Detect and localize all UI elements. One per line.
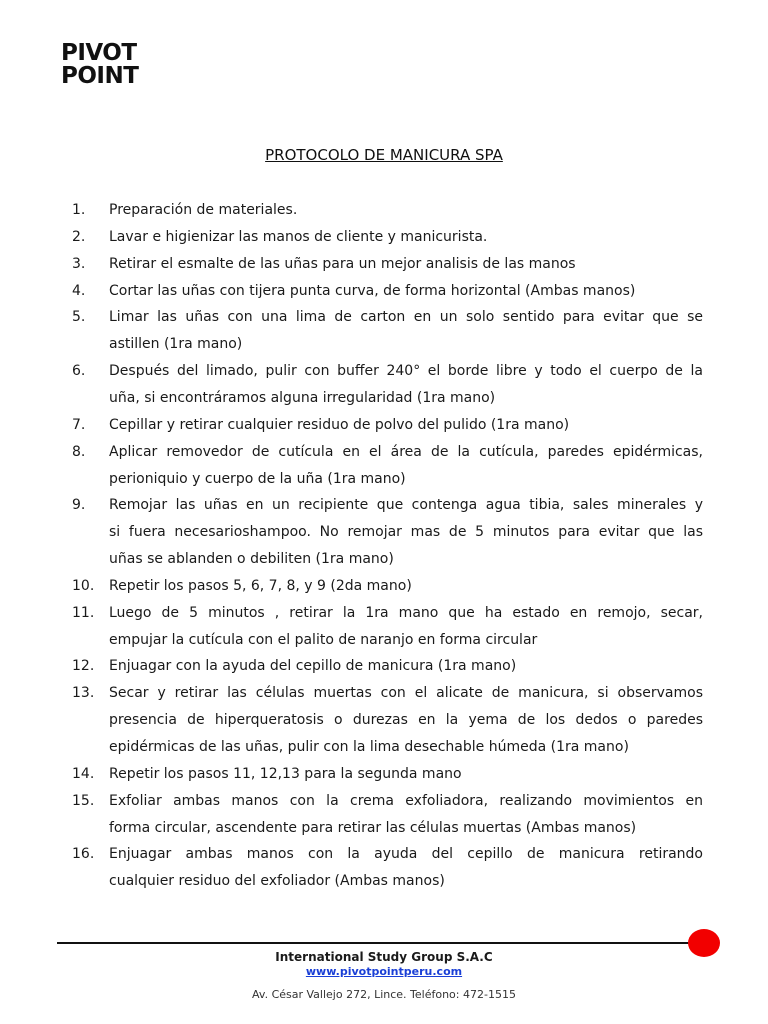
list-item-number: 15. [72, 792, 95, 809]
list-item-number: 2. [72, 228, 86, 245]
list-item-line [0, 494, 768, 516]
list-item-number: 3. [72, 255, 86, 272]
list-item-text: Luego de 5 minutos , retirar la 1ra mano que ha estado en remojo, secar, [109, 604, 703, 621]
list-item-text: Aplicar removedor de cutícula en el área de la cutícula, paredes epidérmicas, [109, 443, 703, 460]
list-item-line [0, 253, 768, 275]
list-item-text: Exfoliar ambas manos con la crema exfoliadora, realizando movimientos en [109, 792, 703, 809]
footer-website-link[interactable]: www.pivotpointperu.com [305, 965, 463, 978]
footer-address: Av. César Vallejo 272, Lince. Teléfono: 472-1515 [252, 988, 516, 1001]
list-item-number: 6. [72, 363, 86, 380]
list-item-line [0, 602, 768, 624]
list-item-line [0, 468, 768, 490]
list-item-line [0, 870, 768, 892]
list-item-line [0, 387, 768, 409]
list-item-line [0, 843, 768, 865]
list-item-line [0, 548, 768, 570]
list-item-line [0, 226, 768, 248]
list-item-line [0, 360, 768, 382]
list-item-line [0, 763, 768, 785]
list-item-text: Después del limado, pulir con buffer 240° el borde libre y todo el cuerpo de la [109, 363, 703, 380]
list-item-text: uñas se ablanden o debiliten (1ra mano) [109, 551, 394, 568]
list-item-line [0, 736, 768, 758]
list-item-number: 11. [72, 604, 95, 621]
list-item-text: Cortar las uñas con tijera punta curva, de forma horizontal (Ambas manos) [109, 282, 636, 299]
list-item-line [0, 280, 768, 302]
list-item-text: Enjuagar ambas manos con la ayuda del cepillo de manicura retirando [109, 846, 703, 863]
list-item-text: uña, si encontráramos alguna irregularidad (1ra mano) [109, 389, 496, 406]
list-item-text: epidérmicas de las uñas, pulir con la lima desechable húmeda (1ra mano) [109, 739, 629, 755]
list-item-text: Enjuagar con la ayuda del cepillo de manicura (1ra mano) [109, 658, 517, 675]
pivot-point-logo [61, 42, 138, 88]
list-item-text: Remojar las uñas en un recipiente que contenga agua tibia, sales minerales y [109, 497, 703, 514]
list-item-number: 5. [72, 309, 86, 326]
list-item-number: 9. [72, 497, 86, 514]
list-item-line [0, 817, 768, 839]
list-item-text: cualquier residuo del exfoliador (Ambas manos) [109, 873, 445, 890]
list-item-text: Lavar e higienizar las manos de cliente y manicurista. [109, 228, 488, 245]
list-item-line [0, 655, 768, 677]
list-item-text: Repetir los pasos 11, 12,13 para la segunda mano [109, 765, 462, 782]
list-item-number: 8. [72, 443, 86, 460]
logo-line-1: PIVOT [61, 40, 137, 66]
footer-divider [57, 942, 707, 944]
list-item-number: 10. [72, 577, 95, 594]
list-item-line [0, 790, 768, 812]
list-item-text: si fuera necesarioshampoo. No remojar mas de 5 minutos para evitar que las [109, 524, 703, 541]
footer-company: International Study Group S.A.C [275, 950, 493, 964]
list-item-line [0, 682, 768, 704]
list-item-text: empujar la cutícula con el palito de naranjo en forma circular [109, 631, 538, 648]
list-item-number: 12. [72, 658, 95, 675]
list-item-line [0, 414, 768, 436]
list-item-text: Limar las uñas con una lima de carton en un solo sentido para evitar que se [109, 309, 703, 326]
list-item-number: 14. [72, 765, 95, 782]
list-item-text: Preparación de materiales. [109, 202, 298, 218]
list-item-text: Retirar el esmalte de las uñas para un mejor analisis de las manos [109, 255, 576, 272]
list-item-text: presencia de hiperqueratosis o durezas en la yema de los dedos o paredes [109, 712, 703, 729]
logo-line-2: POINT [61, 63, 139, 89]
list-item-line [0, 629, 768, 651]
list-item-number: 13. [72, 685, 95, 702]
list-item-number: 4. [72, 282, 86, 299]
list-item-line [0, 306, 768, 328]
list-item-text: forma circular, ascendente para retirar las células muertas (Ambas manos) [109, 819, 637, 836]
list-item-text: Cepillar y retirar cualquier residuo de polvo del pulido (1ra mano) [109, 416, 570, 433]
list-item-text: astillen (1ra mano) [109, 336, 243, 353]
list-item-line [0, 709, 768, 731]
list-item-number: 7. [72, 416, 86, 433]
list-item-line [0, 575, 768, 597]
document-title: PROTOCOLO DE MANICURA SPA [265, 146, 503, 164]
list-item-number: 1. [72, 202, 86, 218]
list-item-text: Secar y retirar las células muertas con el alicate de manicura, si observamos [109, 685, 703, 702]
list-item-text: Repetir los pasos 5, 6, 7, 8, y 9 (2da mano) [109, 577, 412, 594]
list-item-line [0, 441, 768, 463]
list-item-text: perioniquio y cuerpo de la uña (1ra mano) [109, 470, 406, 487]
list-item-line [0, 199, 768, 221]
list-item-line [0, 333, 768, 355]
list-item-number: 16. [72, 846, 95, 863]
list-item-line [0, 521, 768, 543]
